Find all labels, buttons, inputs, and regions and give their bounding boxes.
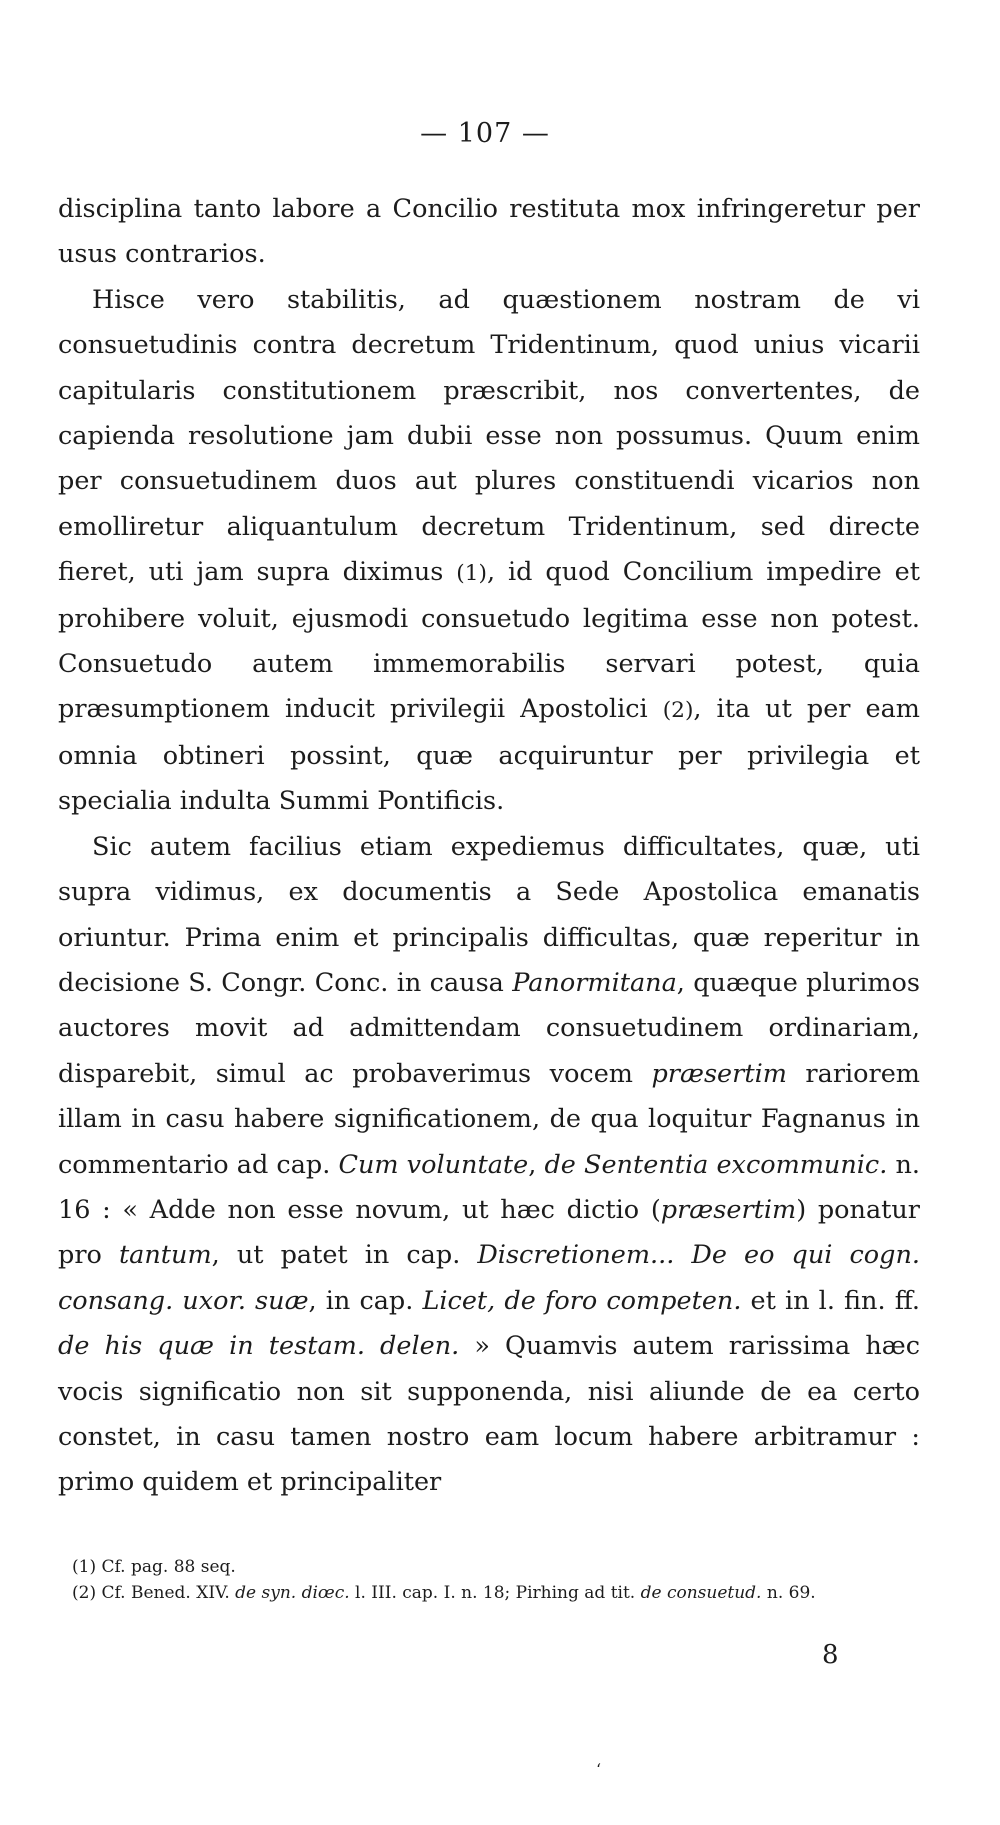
text-run: » Quamvis autem rarissima hæc vocis significatio non sit supponenda, nisi aliunde de ea certo constet, in casu tamen nostro eam locum habere arbitramur : primo quidem et principaliter (58, 1331, 920, 1498)
text-run: ) ponatur pro (58, 1194, 921, 1271)
page-number: — 107 — (420, 118, 550, 149)
italic-text: de consuetud. (640, 1582, 762, 1603)
text-run: , in cap. (308, 1285, 423, 1316)
italic-text: Licet, de foro competen. (422, 1285, 742, 1316)
text-run: et in l. fin. ff. (741, 1285, 921, 1316)
italic-text: de syn. diœc. (235, 1582, 350, 1603)
text-run: (2) Cf. Bened. XIV. (72, 1582, 236, 1603)
text-run: disciplina tanto labore a Concilio restituta mox infringeretur per usus contrarios. (58, 194, 920, 270)
text-run: l. III. cap. I. n. 18; Pirhing ad tit. (349, 1582, 641, 1603)
paragraph-consuetudo (58, 278, 920, 825)
paragraph-continuation (58, 187, 920, 278)
italic-text: Panormitana (512, 967, 677, 998)
italic-text: Cum voluntate (338, 1149, 529, 1180)
footnote-2 (72, 1581, 918, 1607)
text-run: , ita ut per eam omnia obtineri possint, quæ acquiruntur per privilegia et specialia indulta Summi Pontificis. (58, 694, 920, 817)
text-run: , id quod Concilium impedire et prohibere voluit, ejusmodi consuetudo legitima esse non potest. Consuetudo autem immemorabilis servari potest, quia præsumptionem inducit privilegii Apostolici (58, 557, 920, 725)
footnote-reference: (1) (456, 561, 487, 587)
text-run: (1) Cf. pag. 88 seq. (72, 1557, 236, 1577)
body-text (58, 187, 920, 1506)
paragraph-difficultates (58, 825, 920, 1506)
signature-mark: 8 (822, 1640, 839, 1670)
text-run: , (528, 1149, 545, 1180)
text-run: n. 69. (761, 1582, 816, 1603)
stray-mark: ʻ (596, 1760, 602, 1779)
italic-text: Discretionem... De eo qui cogn. consang. uxor. suæ (58, 1240, 920, 1316)
italic-text: tantum (118, 1240, 212, 1271)
text-run: rariorem illam in casu habere significationem, de qua loquitur Fagnanus in commentario ad cap. (58, 1058, 920, 1180)
text-run: , ut patet in cap. (211, 1240, 478, 1271)
italic-text: de Sententia excommunic. (544, 1149, 888, 1180)
footnote-reference: (2) (662, 698, 694, 724)
text-run: , quæque plurimos auctores movit ad admittendam consuetudinem ordinariam, disparebit, simul ac probaverimus vocem (58, 967, 920, 1089)
italic-text: præsertim (660, 1194, 797, 1225)
italic-text: de his quæ in testam. delen. (58, 1331, 460, 1362)
text-run: n. 16 : « Adde non esse novum, ut hæc dictio ( (58, 1149, 920, 1225)
italic-text: præsertim (651, 1058, 787, 1089)
footnotes (72, 1555, 918, 1606)
text-run: Hisce vero stabilitis, ad quæstionem nostram de vi consuetudinis contra decretum Tridentinum, quod unius vicarii capitularis constitutionem præscribit, nos convertentes, de capienda resolutione jam dubii esse non possumus. Quum enim per consuetudinem duos aut plures constituendi vicarios non emolliretur aliquantulum decretum Tridentinum, sed directe fieret, uti jam supra diximus (58, 284, 920, 588)
text-run: Sic autem facilius etiam expediemus difficultates, quæ, uti supra vidimus, ex documentis a Sede Apostolica emanatis oriuntur. Prima enim et principalis difficultas, quæ reperitur in decisione S. Congr. Conc. in causa (58, 831, 920, 998)
footnote-1 (72, 1555, 918, 1581)
